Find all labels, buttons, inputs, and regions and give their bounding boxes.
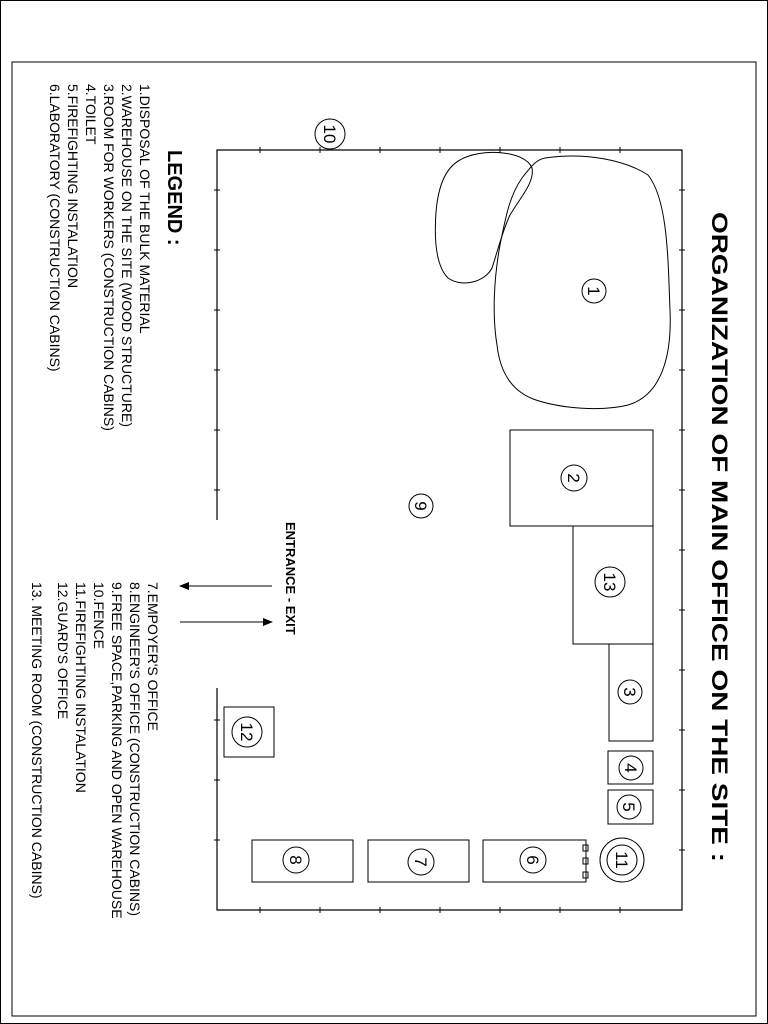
svg-text:13: 13 (600, 572, 619, 592)
svg-text:3: 3 (620, 687, 639, 697)
svg-text:4: 4 (621, 763, 640, 773)
legend-item: 5.FIREFIGHTING INSTALATION (65, 84, 81, 289)
legend-item: 2.WAREHOUSE ON THE SITE (WOOD STRUCTURE) (119, 84, 135, 428)
svg-text:5: 5 (619, 802, 638, 812)
svg-text:12: 12 (237, 722, 256, 742)
marker-10 (315, 119, 345, 149)
svg-text:10: 10 (320, 124, 339, 144)
entrance-exit-label: ENTRANCE - EXIT (283, 522, 298, 635)
svg-text:8: 8 (286, 855, 305, 865)
legend-item: 11.FIREFIGHTING INSTALATION (73, 582, 89, 793)
legend-heading: LEGEND : (163, 150, 185, 246)
drawing-title: ORGANIZATION OF MAIN OFFICE ON THE SITE : (707, 212, 732, 724)
legend-item: 4.TOILET (83, 84, 99, 145)
legend-item: 7.EMPOYER'S OFFICE (145, 582, 161, 731)
legend-item: 6.LABORATORY (CONSTRUCTION CABINS) (47, 84, 63, 372)
bulk-material-pile-small (435, 152, 532, 283)
marker-1 (582, 279, 606, 303)
svg-text:9: 9 (411, 501, 430, 511)
legend-item: 3.ROOM FOR WORKERS (CONSTRUCTION CABINS) (101, 84, 117, 431)
marker-9 (409, 494, 433, 518)
marker-11 (607, 845, 637, 875)
svg-text:7: 7 (411, 857, 430, 867)
legend-item: 12.GUARD'S OFFICE (55, 582, 71, 720)
svg-text:2: 2 (564, 473, 583, 483)
legend-item: 10.FENCE (91, 582, 107, 649)
legend-item: 9.FREE SPACE,PARKING AND OPEN WAREHOUSE (109, 582, 125, 919)
legend-item: 1.DISPOSAL OF THE BULK MATERIAL (137, 84, 153, 334)
svg-text:1: 1 (584, 286, 603, 296)
buildings (224, 430, 653, 882)
bulk-material-pile-large (494, 156, 670, 409)
legend-column-1 (47, 84, 153, 431)
legend-item: 13. MEETING ROOM (CONSTRUCTION CABINS) (29, 582, 45, 899)
legend-item: 8.ENGINEER'S OFFICE (CONSTRUCTION CABINS) (127, 582, 143, 917)
legend-column-2 (29, 582, 161, 919)
svg-text:11: 11 (612, 851, 631, 869)
svg-text:6: 6 (523, 855, 542, 865)
